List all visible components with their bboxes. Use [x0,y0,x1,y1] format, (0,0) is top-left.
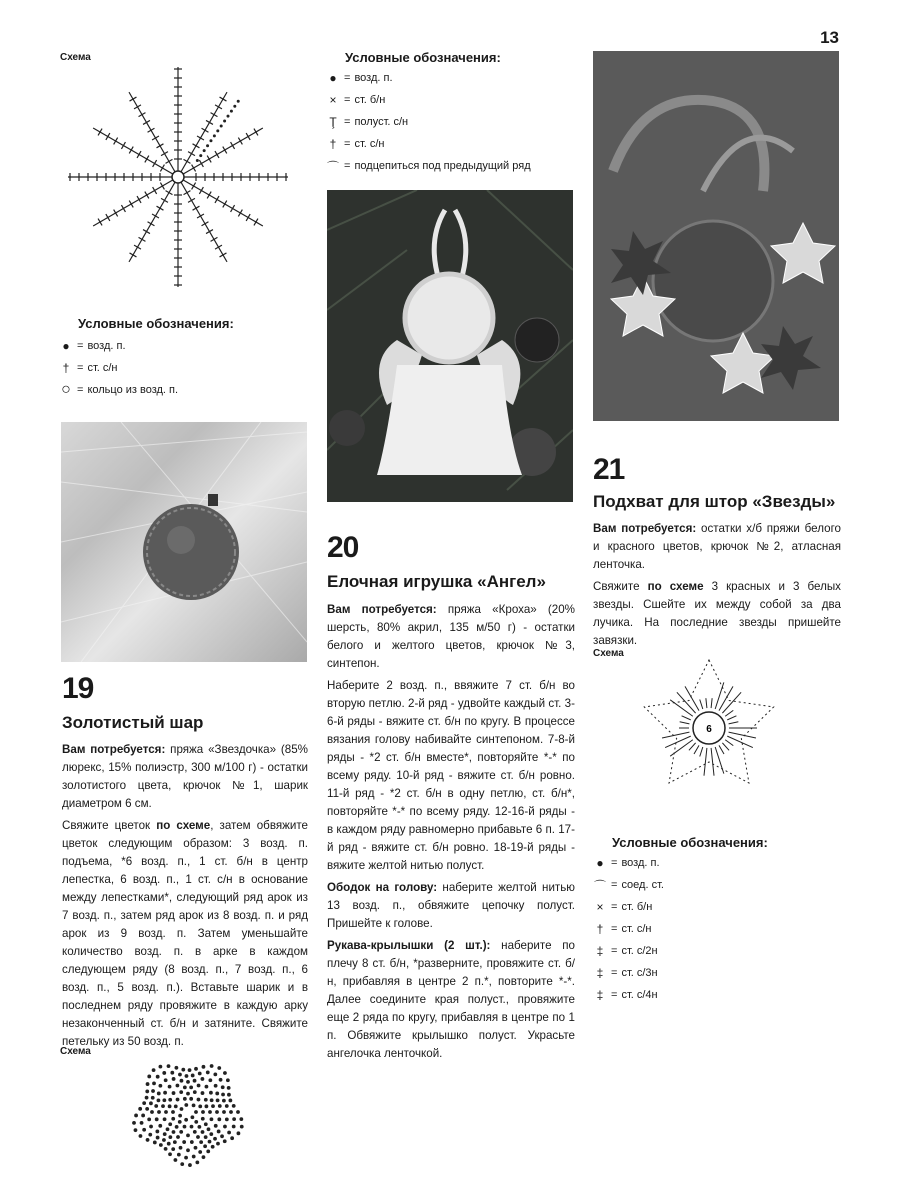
star-schema-diagram [634,658,784,806]
angel-photo [327,190,573,502]
legend-text: ст. с/н [87,362,118,374]
schema-label: Схема [60,52,91,63]
legend-left [61,316,234,401]
legend-text: кольцо из возд. п. [87,384,179,396]
project-21-text: Вам потребуется: остатки х/б пряжи белого и красного цветов, крючок №2, атласная ленточка. Свяжите по схеме 3 красных и 3 белых звезды. Сшейте их между собой за два лучика. На последние звезды пришейте завязки. [593,522,841,647]
legend-right [593,835,768,1006]
legend-item: ⌒ = подцепиться под предыдущий ряд [326,159,531,174]
legend-item: × = ст. б/н [596,900,653,914]
project-19-title: Золотистый шар [62,713,204,732]
needs-label: Вам потребуется: [62,743,166,756]
page-number: 13 [820,28,839,47]
schema-label: Схема [593,648,624,659]
project-19-text: Вам потребуется: пряжа «Звездочка» (85% люрекс, 15% полиэстр, 300 м/100 г) - остатки золотистого цвета, крючок №1, шарик диаметром 6 см. Свяжите цветок по схеме, затем обвяжите цветок следующим образом: 3 возд. п. подъема, *6 возд. п., 1 ст. б/н в центр лепестка, 6 возд. п., 1 ст. с/н в основание между лепестками*, следующий ряд арок из 7 возд. п., затем ряд арок из 8 возд. п. и ряд арок из 9 возд. п. Затем уменьшайте количество возд. п. в арке в каждом следующем ряду (8 возд. п., 7 возд. п., 6 возд. п., 5 возд. п.). Вставьте шарик и в последнем ряду провяжите в каждую арку незаконченный ст. б/н и затяните. Свяжите петельку из 50 возд. п. [62,743,308,1048]
legend-item: ● = возд. п. [596,856,660,870]
project-20-text: Вам потребуется: пряжа «Кроха» (20% шерсть, 80% акрил, 135 м/50 г) - остатки белого и желтого цветов, крючок №3, синтепон. Наберите 2 возд. п., ввяжите 7 ст. б/н во вторую петлю. 2-й ряд - удвойте каждый ст. 3-6-й ряды - вяжите ст. б/н по кругу. В процессе вязания голову набивайте синтепоном. 7-8-й ряды - *2 ст. б/н вместе*, повторяйте *-* по всему ряду. 10-й ряд - вяжите ст. б/н ровно. 11-й ряд - *2 ст. б/н в одну петлю, ст. б/н*, повторяйте *-* по всему ряду. 12-16-й ряды - в каждом ряду равномерно прибавьте 6 п. 17-й ряд - вяжите ст. б/н ровно. 18-19-й ряды - вяжите желтой нитью полуст. Ободок на голову: наберите желтой нитью 13 возд. п., обвяжите цепочку полуст. Пришейте к голове. Рукава-крылышки (2 шт.): наберите по плечу 8 ст. б/н, *разверните, провяжите ст. б/н, прибавляя в центре 2 п.*, повторите *-*. Далее соедините края полуст., провяжите еще 2 ряда по кругу, прибавляя в центре по 1 п. Обвяжите крылышко полуст. Украсьте ангелочка ленточкой. [327,603,575,1060]
needs-text: пряжа «Звездочка» (85% люрекс, 15% полиэстр, 300 м/100 г) - остатки золотистого цвета, крючок №1, шарик диаметром 6 см. [62,743,308,810]
legend-title: Условные обозначения: [345,50,501,65]
project-20-title: Елочная игрушка «Ангел» [327,572,546,591]
legend-symbol: † [62,361,70,375]
flower-schema-diagram [118,1052,258,1172]
legend-item: × = ст. б/н [329,93,386,107]
project-21-number: 21 [593,453,625,486]
legend-item: ● = возд. п. [58,335,234,357]
legend-text: возд. п. [87,340,126,352]
legend-title: Условные обозначения: [78,316,234,331]
golden-ball-photo [61,422,307,662]
legend-item: ‡ = ст. с/3н [596,966,658,980]
legend-item: ‡ = ст. с/2н [596,944,658,958]
legend-item: ○ = кольцо из возд. п. [58,379,234,401]
legend-item: † = ст. с/н [329,137,385,151]
legend-symbol: ○ [61,381,71,398]
legend-item: ● = возд. п. [329,71,393,85]
schema-label: Схема [60,1046,91,1057]
legend-symbol: ● [62,339,70,353]
legend-item: ‡ = ст. с/4н [596,988,658,1002]
project-19-number: 19 [62,672,94,705]
project-21-title: Подхват для штор «Звезды» [593,492,836,511]
ring-count-label: 6 [706,724,712,735]
legend-title: Условные обозначения: [612,835,768,850]
legend-item: † = ст. с/н [596,922,652,936]
legend-middle [326,50,531,177]
legend-item: ⌒ = соед. ст. [593,878,664,893]
snowflake-schema-diagram [60,62,300,297]
legend-item: † = ст. с/н [58,357,234,379]
legend-item: Ţ = полуст. с/н [329,115,409,129]
curtain-tieback-photo [593,51,839,421]
project-20-number: 20 [327,531,359,564]
